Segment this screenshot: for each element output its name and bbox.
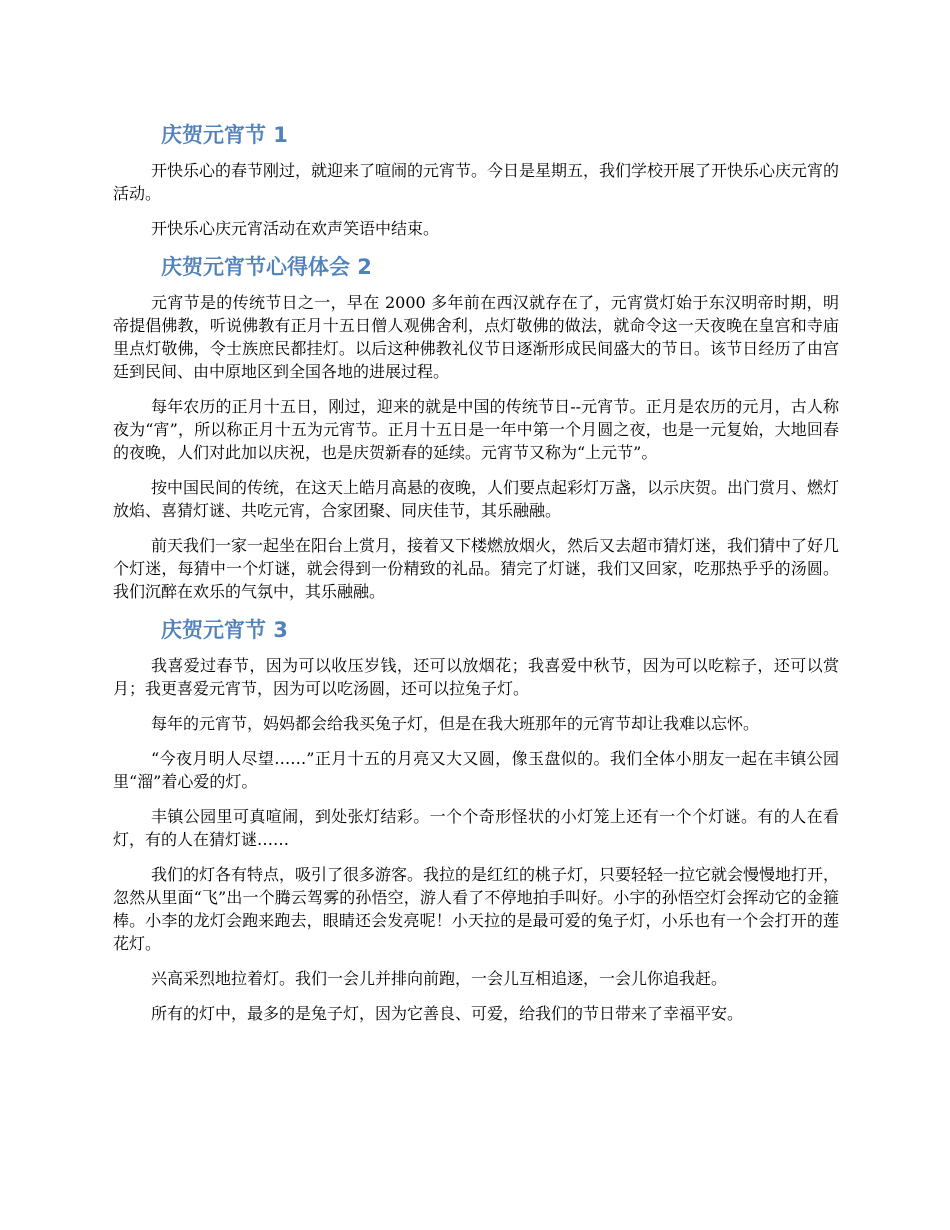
paragraph: “今夜月明人尽望……”正月十五的月亮又大又圆，像玉盘似的。我们全体小朋友一起在丰镇公园里“溜”着心爱的灯。 <box>113 749 839 791</box>
paragraph: 丰镇公园里可真喧闹，到处张灯结彩。一个个奇形怪状的小灯笼上还有一个个灯谜。有的人在看灯，有的人在猜灯谜…… <box>113 807 839 849</box>
paragraph: 每年的元宵节，妈妈都会给我买兔子灯，但是在我大班那年的元宵节却让我难以忘怀。 <box>151 714 760 733</box>
paragraph: 所有的灯中，最多的是兔子灯，因为它善良、可爱，给我们的节日带来了幸福平安。 <box>151 1004 744 1023</box>
paragraph: 按中国民间的传统，在这天上皓月高悬的夜晚，人们要点起彩灯万盏，以示庆贺。出门赏月、燃灯放焰、喜猜灯谜、共吃元宵，合家团聚、同庆佳节，其乐融融。 <box>113 478 840 520</box>
section-1 <box>113 120 839 240</box>
section-title: 庆贺元宵节心得体会 2 <box>161 255 372 279</box>
paragraph: 元宵节是的传统节日之一，早在 2000 多年前在西汉就存在了，元宵赏灯始于东汉明帝时期，明帝提倡佛教，听说佛教有正月十五日僧人观佛舍利，点灯敬佛的做法，就命令这一天夜晚在皇宫和寺庙里点灯敬佛，令士族庶民都挂灯。以后这种佛教礼仪节日逐渐形成民间盛大的节日。该节日经历了由宫廷到民间、由中原地区到全国各地的进展过程。 <box>113 293 839 381</box>
paragraph: 兴高采烈地拉着灯。我们一会儿并排向前跑，一会儿互相追逐，一会儿你追我赶。 <box>151 969 728 988</box>
section-2 <box>113 252 839 603</box>
paragraph: 开快乐心的春节刚过，就迎来了喧闹的元宵节。今日是星期五，我们学校开展了开快乐心庆元宵的活动。 <box>113 161 840 203</box>
paragraph: 我们的灯各有特点，吸引了很多游客。我拉的是红红的桃子灯，只要轻轻一拉它就会慢慢地打开，忽然从里面“飞”出一个腾云驾雾的孙悟空，游人看了不停地拍手叫好。小宇的孙悟空灯会挥动它的金箍棒。小李的龙灯会跑来跑去，眼睛还会发亮呢！小天拉的是最可爱的兔子灯，小乐也有一个会打开的莲花灯。 <box>113 865 840 953</box>
document-page <box>113 120 839 1037</box>
paragraph: 开快乐心庆元宵活动在欢声笑语中结束。 <box>151 219 440 238</box>
paragraph: 我喜爱过春节，因为可以收压岁钱，还可以放烟花；我喜爱中秋节，因为可以吃粽子，还可以赏月；我更喜爱元宵节，因为可以吃汤圆，还可以拉兔子灯。 <box>113 656 839 698</box>
paragraph: 前天我们一家一起坐在阳台上赏月，接着又下楼燃放烟火，然后又去超市猜灯迷，我们猜中了好几个灯迷，每猜中一个灯谜，就会得到一份精致的礼品。猜完了灯谜，我们又回家，吃那热乎乎的汤圆。我们沉醉在欢乐的气氛中，其乐融融。 <box>113 536 840 601</box>
section-title: 庆贺元宵节 3 <box>161 618 288 642</box>
section-3 <box>113 615 839 1025</box>
section-title: 庆贺元宵节 1 <box>161 123 288 147</box>
paragraph: 每年农历的正月十五日，刚过，迎来的就是中国的传统节日--元宵节。正月是农历的元月，古人称夜为“宵”，所以称正月十五为元宵节。正月十五日是一年中第一个月圆之夜，也是一元复始，大地回春的夜晚，人们对此加以庆祝，也是庆贺新春的延续。元宵节又称为“上元节”。 <box>113 397 839 462</box>
